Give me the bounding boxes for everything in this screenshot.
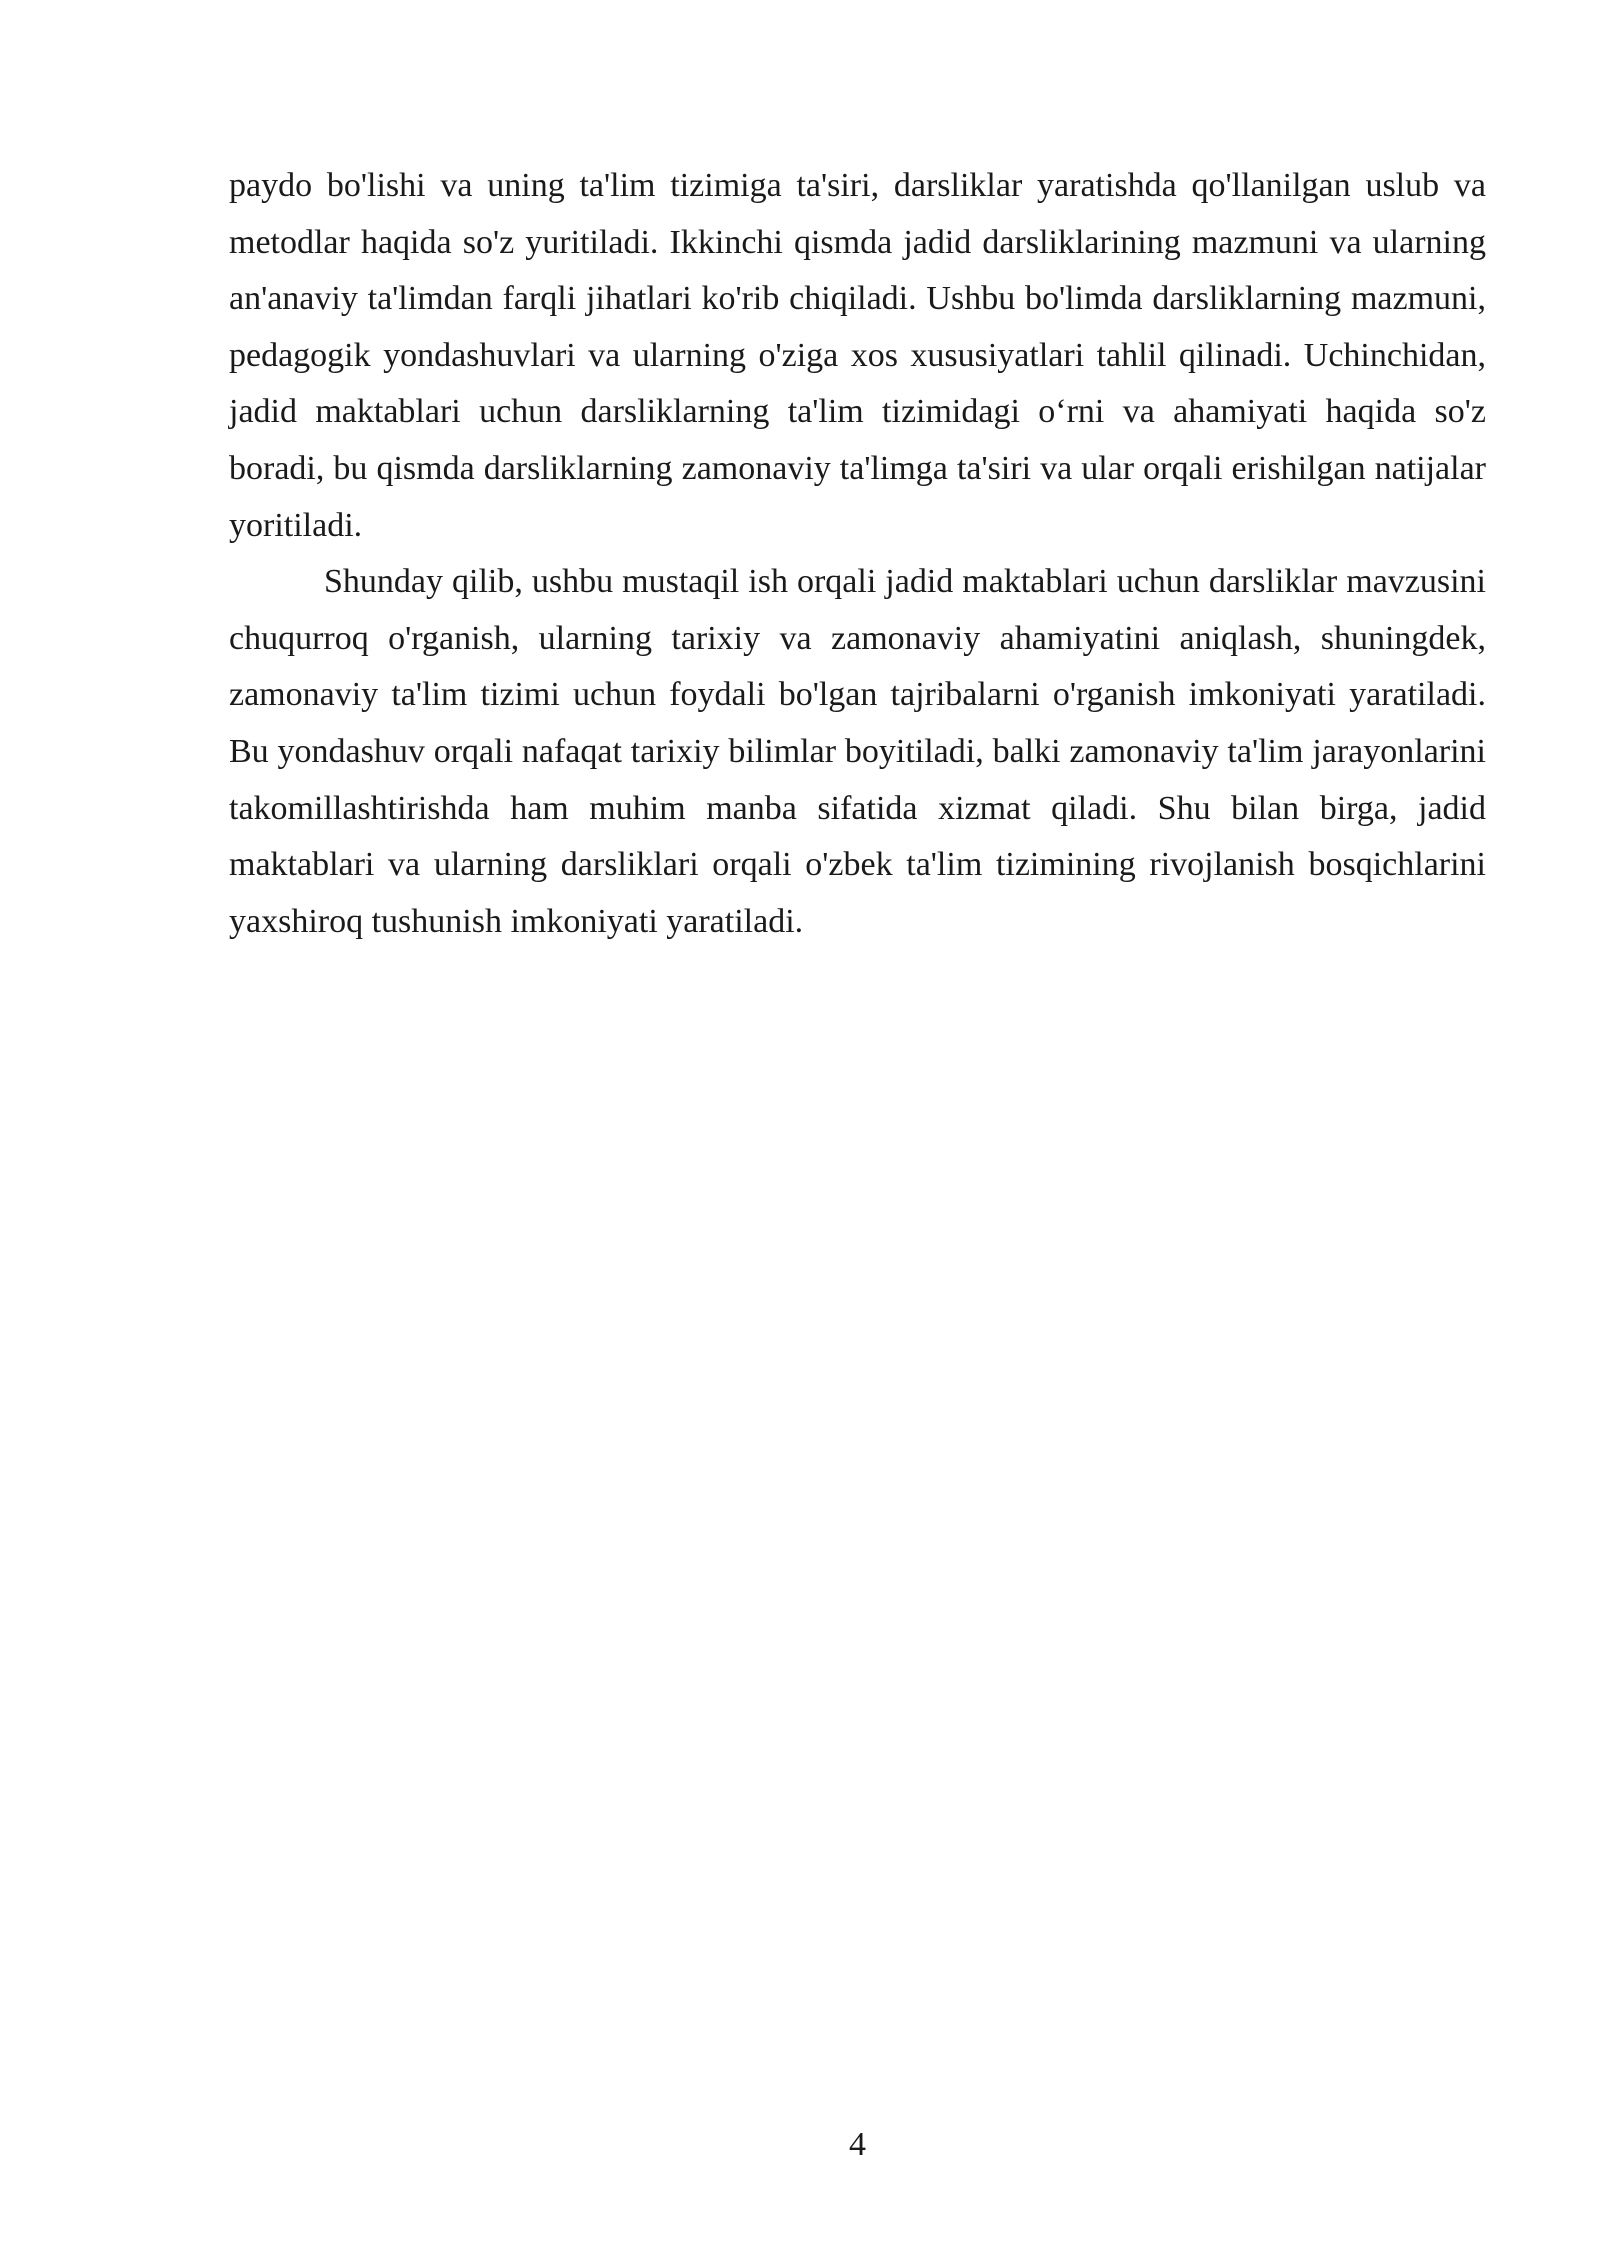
paragraph-conclusion: Shunday qilib, ushbu mustaqil ish orqali jadid maktablari uchun darsliklar mavzusini chuqurroq o'rganish, ularning tarixiy va zamonaviy ahamiyatini aniqlash, shuningdek, zamonaviy ta'lim tizimi uchun foydali bo'lgan tajribalarni o'rganish imkoniyati yaratiladi. Bu yondashuv orqali nafaqat tarixiy bilimlar boyitiladi, balki zamonaviy ta'lim jarayonlarini takomillashtirishda ham muhim manba sifatida xizmat qiladi. Shu bilan birga, jadid maktablari va ularning darsliklari orqali o'zbek ta'lim tizimining rivojlanish bosqichlarini yaxshiroq tushunish imkoniyati yaratiladi.: [229, 563, 1486, 940]
paragraph-continuation: paydo bo'lishi va uning ta'lim tizimiga ta'siri, darsliklar yaratishda qo'llanilgan uslub va metodlar haqida so'z yuritiladi. Ikkinchi qismda jadid darsliklarining mazmuni va ularning an'anaviy ta'limdan farqli jihatlari ko'rib chiqiladi. Ushbu bo'limda darsliklarning mazmuni, pedagogik yondashuvlari va ularning o'ziga xos xususiyatlari tahlil qilinadi. Uchinchidan, jadid maktablari uchun darsliklarning ta'lim tizimidagi o‘rni va ahamiyati haqida so'z boradi, bu qismda darsliklarning zamonaviy ta'limga ta'siri va ular orqali erishilgan natijalar yoritiladi.: [229, 167, 1486, 544]
body-text: [229, 158, 1486, 950]
page-number: 4: [849, 2126, 866, 2163]
